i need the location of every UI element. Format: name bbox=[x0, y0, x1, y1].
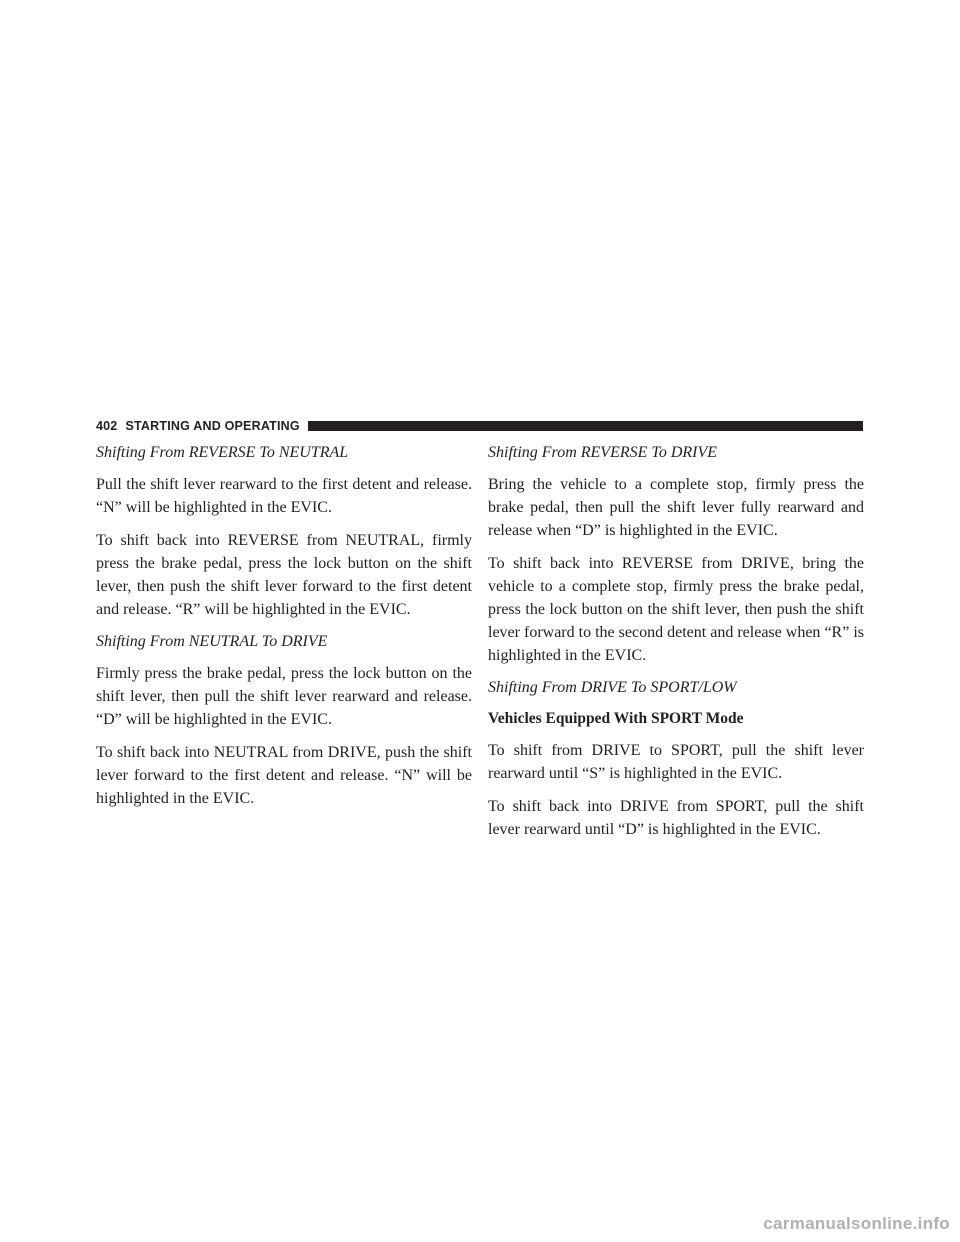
paragraph: To shift back into DRIVE from SPORT, pull the shift lever rearward until “D” is highlighted in the EVIC. bbox=[488, 798, 864, 838]
paragraph: Firmly press the brake pedal, press the lock button on the shift lever, then pull the shift lever rearward and release. “D” will be highlighted in the EVIC. bbox=[96, 665, 472, 728]
page-number: 402 bbox=[96, 419, 118, 433]
paragraph: To shift back into REVERSE from NEUTRAL, firmly press the brake pedal, press the lock button on the shift lever, then push the shift lever forward to the first detent and release. “R” will be highlighted in the EVIC. bbox=[96, 532, 472, 618]
section-title: STARTING AND OPERATING bbox=[125, 419, 300, 433]
heading-neutral-to-drive: Shifting From NEUTRAL To DRIVE bbox=[96, 633, 328, 650]
heading-reverse-to-drive: Shifting From REVERSE To DRIVE bbox=[488, 444, 718, 461]
right-column bbox=[488, 442, 864, 851]
left-column bbox=[96, 442, 472, 820]
paragraph: Pull the shift lever rearward to the first detent and release. “N” will be highlighted in the EVIC. bbox=[96, 476, 472, 516]
heading-drive-to-sport-low: Shifting From DRIVE To SPORT/LOW bbox=[488, 679, 737, 696]
paragraph: Bring the vehicle to a complete stop, firmly press the brake pedal, then pull the shift lever fully rearward and release when “D” is highlighted in the EVIC. bbox=[488, 476, 864, 539]
header-rule bbox=[308, 421, 863, 431]
heading-reverse-to-neutral: Shifting From REVERSE To NEUTRAL bbox=[96, 444, 349, 461]
paragraph: To shift back into NEUTRAL from DRIVE, push the shift lever forward to the first detent and release. “N” will be highlighted in the EVIC. bbox=[96, 744, 472, 807]
page-header bbox=[96, 419, 863, 433]
subheading-sport-mode: Vehicles Equipped With SPORT Mode bbox=[488, 710, 744, 727]
watermark-link[interactable]: carmanualsonline.info bbox=[763, 1214, 950, 1233]
paragraph: To shift from DRIVE to SPORT, pull the shift lever rearward until “S” is highlighted in the EVIC. bbox=[488, 742, 864, 782]
paragraph: To shift back into REVERSE from DRIVE, bring the vehicle to a complete stop, firmly press the brake pedal, press the lock button on the shift lever, then push the shift lever forward to the second detent and release when “R” is highlighted in the EVIC. bbox=[488, 555, 864, 664]
